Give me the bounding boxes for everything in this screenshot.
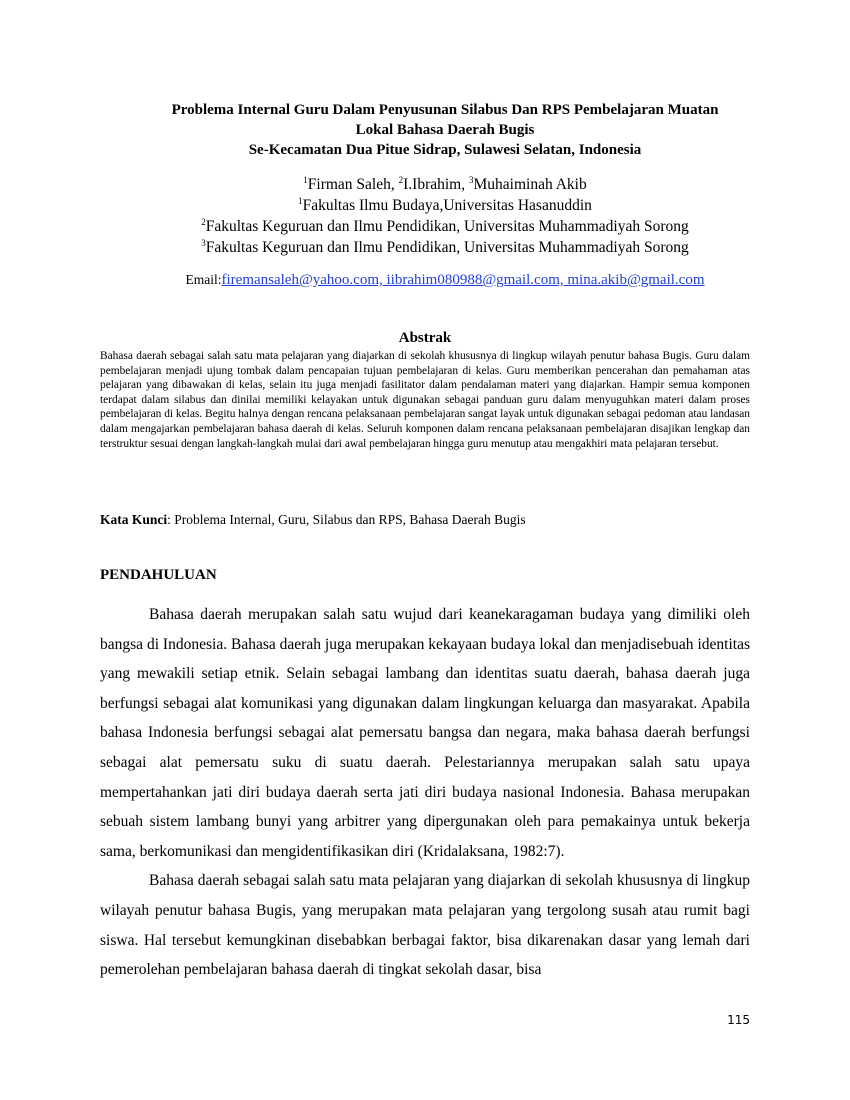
keywords-text: : Problema Internal, Guru, Silabus dan RPS, Bahasa Daerah Bugis — [167, 512, 526, 527]
author-1: Firman Saleh, — [307, 176, 399, 193]
affiliation-3: $^3$Fakultas Keguruan dan Ilmu Pendidikan, Universitas Muhammadiyah Sorong — [201, 238, 689, 256]
author-block — [100, 174, 790, 258]
author-names: $^1$Firman Saleh, $^2$I.Ibrahim, $^3$Muhaiminah Akib — [303, 175, 587, 193]
affiliation-1: $^1$Fakultas Ilmu Budaya,Universitas Hasanuddin — [298, 196, 592, 214]
title-line-3: Se-Kecamatan Dua Pitue Sidrap, Sulawesi Selatan, Indonesia — [248, 142, 642, 158]
email-label: Email: — [185, 272, 222, 287]
paper-title — [100, 100, 790, 160]
paragraph-2: Bahasa daerah sebagai salah satu mata pelajaran yang diajarkan di sekolah khususnya di lingkup wilayah penutur bahasa Bugis, yang merupakan mata pelajaran yang tergolong susah atau rumit bagi siswa. Hal tersebut kemungkinan disebabkan berbagai faktor, bisa dikarenakan dasar yang lemah dari pemerolehan pembelajaran bahasa daerah di tingkat sekolah dasar, bisa — [100, 872, 750, 979]
keywords-line — [100, 512, 750, 528]
page-number: 115 — [727, 1013, 750, 1027]
affiliation-2: $^2$Fakultas Keguruan dan Ilmu Pendidikan, Universitas Muhammadiyah Sorong — [201, 217, 689, 235]
email-links[interactable]: firemansaleh@yahoo.com, iibrahim080988@gmail.com, mina.akib@gmail.com — [221, 272, 705, 288]
section-body — [100, 600, 750, 985]
author-3: Muhaiminah Akib — [473, 176, 587, 193]
email-line — [100, 272, 790, 289]
title-line-2: Lokal Bahasa Daerah Bugis — [355, 122, 535, 138]
keywords-label: Kata Kunci — [100, 512, 168, 527]
title-line-1: Problema Internal Guru Dalam Penyusunan Silabus Dan RPS Pembelajaran Muatan — [171, 102, 719, 118]
abstract-heading: Abstrak — [398, 330, 452, 346]
author-2: I.Ibrahim, — [403, 176, 469, 193]
abstract-text: Bahasa daerah sebagai salah satu mata pelajaran yang diajarkan di sekolah khususnya di lingkup wilayah penutur bahasa Bugis. Guru dalam pembelajaran menjadi ujung tombak dalam pencapaian tujuan pembelajaran di kelas. Guru memberikan pencerahan dan pemahaman atas pelajaran yang dibawakan di kelas, selain itu juga menjadi fasilitator dalam pendalaman materi yang diajarkan. Hampir semua komponen terdapat dalam silabus dan dinilai memiliki kelayakan untuk digunakan sebagai panduan guru dalam menyuguhkan materi dalam proses pembelajaran di kelas. Begitu halnya dengan rencana pelaksanaan pembelajaran sangat layak untuk digunakan sebagai pedoman atau landasan dalam mengajarkan pembelajaran bahasa daerah di kelas. Seluruh komponen dalam rencana pelaksanaan pembelajaran disajikan lengkap dan terstruktur sesuai dengan langkah-langkah mulai dari awal pembelajaran hingga guru menutup atau mengakhiri mata pelajaran tersebut. — [100, 350, 750, 450]
paragraph-1: Bahasa daerah merupakan salah satu wujud dari keanekaragaman budaya yang dimiliki oleh bangsa di Indonesia. Bahasa daerah juga merupakan kekayaan budaya lokal dan menjadisebuah identitas yang mewakili setiap etnik. Selain sebagai lambang dan identitas suatu daerah, bahasa daerah juga berfungsi sebagai alat komunikasi yang digunakan dalam lingkungan keluarga dan masyarakat. Apabila bahasa Indonesia berfungsi sebagai alat pemersatu bangsa dan negara, maka bahasa daerah berfungsi sebagai alat pemersatu suku di suatu daerah. Pelestariannya merupakan salah satu upaya mempertahankan jati diri budaya daerah serta jati diri budaya nasional Indonesia. Bahasa merupakan sebuah sistem lambang bunyi yang arbitrer yang dipergunakan oleh para pemakainya untuk bekerja sama, berkomunikasi dan mengidentifikasikan diri (Kridalaksana, 1982:7). — [100, 606, 750, 860]
section-heading: PENDAHULUAN — [100, 567, 217, 583]
